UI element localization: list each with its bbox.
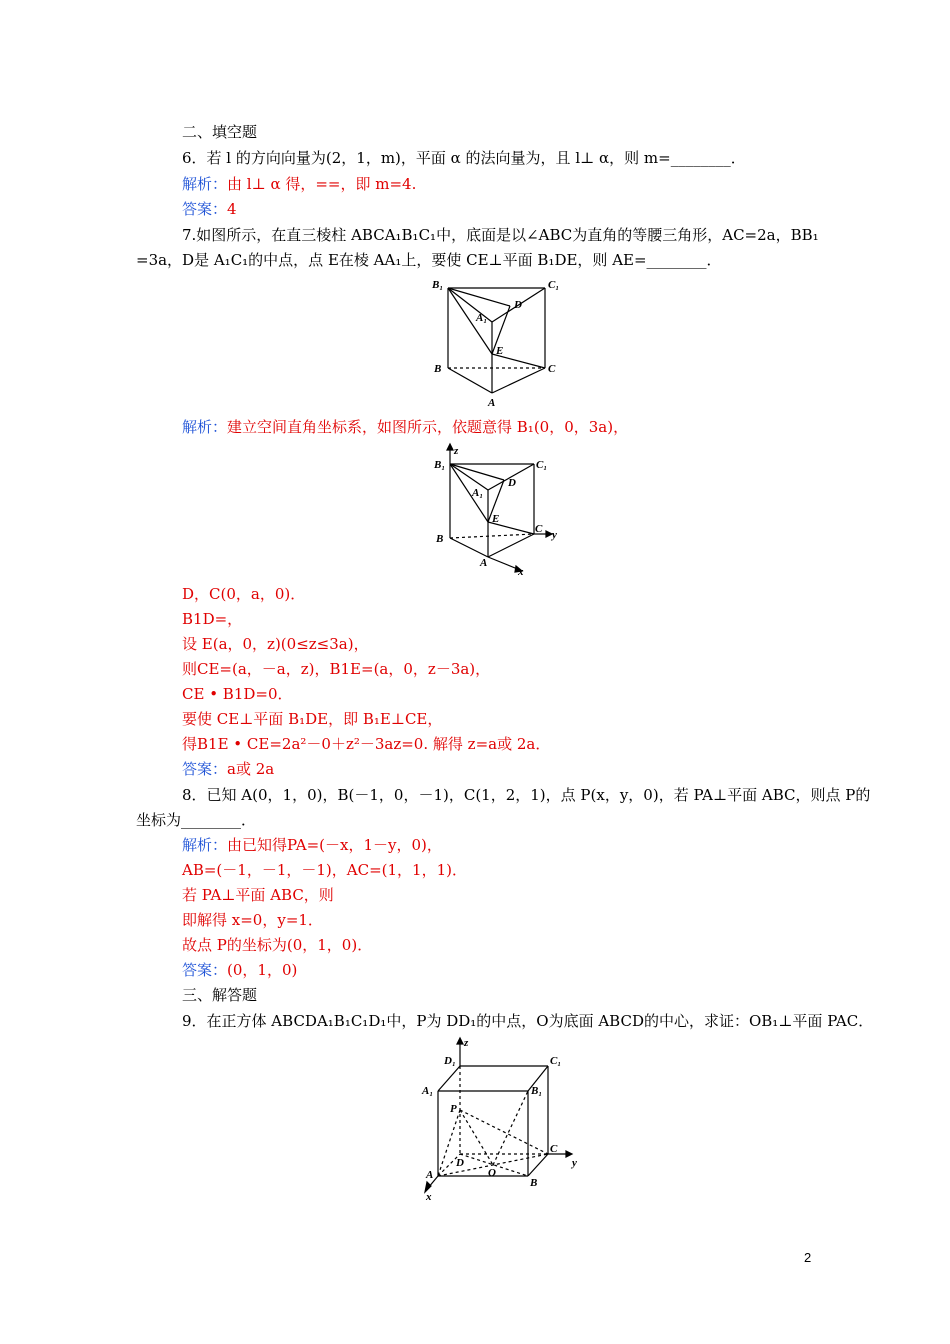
question-8-line2: 坐标为________．: [136, 811, 257, 829]
question-7-line2: =3a，D是 A₁C₁的中点，点 E在棱 AA₁上，要使 CE⊥平面 B₁DE，则 AE=________．: [136, 251, 722, 269]
label-A1: A₁: [476, 312, 488, 324]
label-B-cube: B: [530, 1177, 538, 1189]
question-9: 9．在正方体 ABCDA₁B₁C₁D₁中，P为 DD₁的中点，O为底面 ABCD的中心，求证：OB₁⊥平面 PAC．: [182, 1012, 874, 1030]
label-P-cube: P: [450, 1103, 457, 1115]
label-A1-cube: A₁: [422, 1085, 434, 1097]
label-z: z: [454, 445, 459, 457]
answer-label: 答案：: [182, 760, 228, 778]
answer-label: 答案：: [182, 961, 228, 979]
question-7-solution-8: 得B1E • CE=2a²－0＋z²－3az=0. 解得 z=a或 2a．: [182, 735, 551, 753]
label-C-axes: C: [535, 523, 543, 535]
question-8-solution-5: 故点 P的坐标为(0，1，0)．: [182, 936, 373, 954]
question-7-solution-5: 则CE=(a，－a，z)，B1E=(a，0，z－3a)，: [182, 660, 491, 678]
question-6-solution: 解析：由 l⊥ α 得，==，即 m=4.: [182, 175, 417, 193]
question-8-line1: 8．已知 A(0，1，0)，B(－1，0，－1)，C(1，2，1)，点 P(x，y，0)，若 PA⊥平面 ABC，则点 P的: [182, 786, 871, 804]
label-A-axes: A: [480, 557, 488, 569]
section-heading-problems: 三、解答题: [182, 986, 258, 1004]
question-7-solution-7: 要使 CE⊥平面 B₁DE，即 B₁E⊥CE，: [182, 710, 443, 728]
question-8-solution-1: 解析：由已知得PA=(－x，1－y，0)，: [182, 836, 442, 854]
question-8-solution-3: 若 PA⊥平面 ABC，则: [182, 886, 334, 904]
label-B1: B₁: [432, 279, 444, 291]
question-7-solution-6: CE • B1D=0．: [182, 685, 293, 703]
prism-figure: [430, 276, 570, 410]
section-heading-fill-blank: 二、填空题: [182, 123, 258, 141]
label-E: E: [496, 345, 504, 357]
answer-label: 答案：: [182, 200, 228, 218]
solution-label: 解析：: [182, 418, 228, 436]
label-B1-axes: B₁: [434, 459, 446, 471]
question-7-solution-2: D，C(0，a，0)．: [182, 585, 306, 603]
question-7-solution-1: 解析：建立空间直角坐标系，如图所示，依题意得 B₁(0，0，3a)，: [182, 418, 629, 436]
prism-axes-figure: [432, 442, 568, 576]
label-D: D: [514, 299, 522, 311]
label-x-cube: x: [426, 1191, 432, 1203]
label-E-axes: E: [492, 513, 500, 525]
page-number: 2: [804, 1250, 812, 1265]
label-O-cube: O: [488, 1167, 496, 1179]
label-C: C: [548, 363, 556, 375]
label-B: B: [434, 363, 442, 375]
label-A-cube: A: [426, 1169, 434, 1181]
label-B-axes: B: [436, 533, 444, 545]
question-8-solution-4: 即解得 x=0，y=1．: [182, 911, 323, 929]
label-D-axes: D: [508, 477, 516, 489]
label-y: y: [552, 529, 557, 541]
question-8-solution-2: AB=(－1，－1，－1)，AC=(1，1，1)．: [182, 861, 467, 879]
label-A1-axes: A₁: [472, 487, 484, 499]
label-C1-cube: C₁: [550, 1055, 562, 1067]
question-6: 6．若 l 的方向向量为(2，1，m)，平面 α 的法向量为，且 l⊥ α，则 m=________．: [182, 149, 746, 167]
question-7-solution-3: B1D=，: [182, 610, 243, 628]
solution-label: 解析：: [182, 175, 228, 193]
label-x: x: [518, 566, 524, 576]
solution-label: 解析：: [182, 836, 228, 854]
label-C1-axes: C₁: [536, 459, 548, 471]
label-y-cube: y: [572, 1157, 577, 1169]
question-7-line1: 7.如图所示，在直三棱柱 ABCA₁B₁C₁中，底面是以∠ABC为直角的等腰三角形，AC=2a，BB₁: [182, 226, 819, 244]
question-8-answer: 答案：(0，1，0): [182, 961, 298, 979]
label-C-cube: C: [550, 1143, 558, 1155]
question-7-answer: 答案：a或 2a: [182, 760, 275, 778]
label-D1-cube: D₁: [444, 1055, 456, 1067]
label-C1: C₁: [548, 279, 560, 291]
label-B1-cube: B₁: [531, 1085, 543, 1097]
label-D-cube: D: [456, 1157, 464, 1169]
cube-figure: [420, 1036, 590, 1206]
question-7-solution-4: 设 E(a，0，z)(0≤z≤3a)，: [182, 635, 369, 653]
label-A: A: [488, 397, 496, 409]
question-6-answer: 答案：4: [182, 200, 237, 218]
label-z-cube: z: [464, 1037, 469, 1049]
